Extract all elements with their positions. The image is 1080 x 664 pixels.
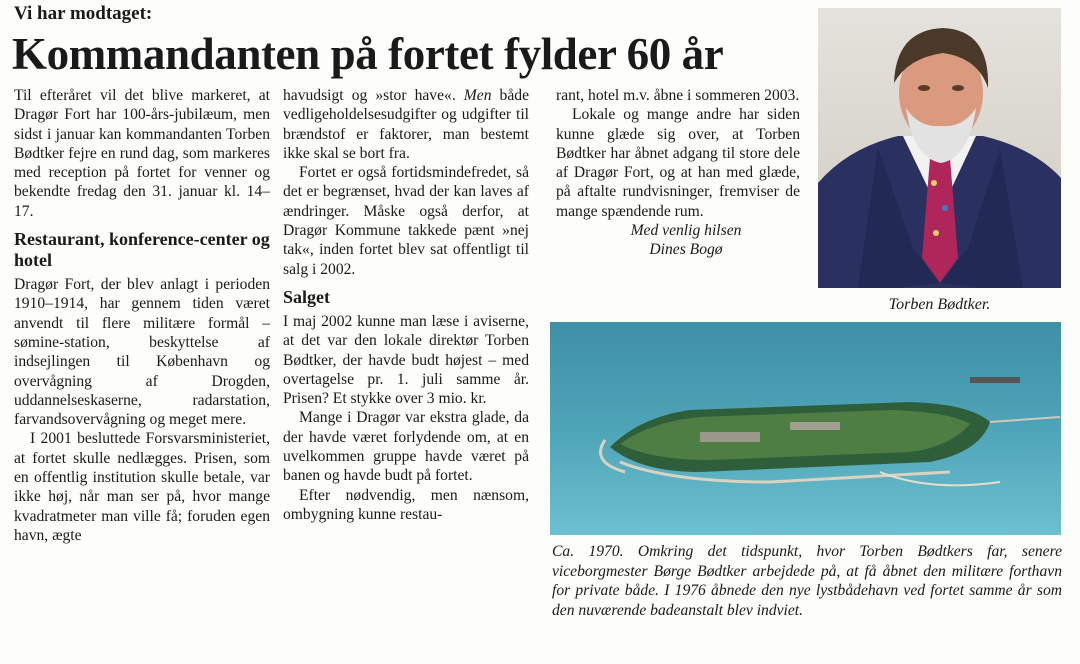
article-column-1: [14, 86, 270, 545]
paragraph-renovation: Efter nødvendig, men nænsom, ombygning kunne restau-: [283, 486, 529, 523]
emphasis-word: Men: [463, 87, 492, 104]
paragraph-access: Lokale og mange andre har siden kunne glæde sig over, at Torben Bødtker har åbnet adgang til store dele af Dragør Fort, og at han med glæde, på aftalte rundvisninger, fremviser de mange spændende rum.: [556, 106, 800, 220]
paragraph-decommission: I 2001 besluttede Forsvarsministeriet, at fortet skulle nedlægges. Prisen, som en offentlig institution skulle betale, var ikke høj, når man ser på, hvor mange kvadratmeter man ville få; foruden egen havn, ægte: [14, 430, 270, 544]
portrait-caption: Torben Bødtker.: [888, 296, 991, 313]
text-segment: havudsigt og »stor have«.: [283, 87, 464, 104]
text-segment: både vedligeholdelsesudgifter og udgifter til brændstof er faktorer, man bestemt ikke skal se bort fra.: [283, 87, 529, 162]
signature-name: Dines Bogø: [649, 241, 723, 259]
paragraph-history: Dragør Fort, der blev anlagt i perioden 1910–1914, har gennem tiden været anvendt til flere militære formål – sømine-station, beskyttelse af indsejlingen til København og overvågning af Drogden, uddannelseskaserne, radarstation, farvandsovervågning og meget mere.: [14, 276, 270, 429]
aerial-fort-illustration: [550, 322, 1061, 535]
aerial-photo: [550, 322, 1061, 535]
aerial-caption: Ca. 1970. Omkring det tidspunkt, hvor Torben Bødtkers far, senere viceborgmester Børge Bødtker arbejdede på, at få åbnet den militære forthavn for private både. I 1976 åbnede den nye lystbådehavn ved fortet samme år som den nuværende badeanstalt blev indviet.: [552, 543, 1062, 619]
paragraph-intro: Til efteråret vil det blive markeret, at Dragør Fort har 100-års-jubilæum, men sidst i januar kan kommandanten Torben Bødtker fejre en rund dag, som markeres med reception på fortet for venner og bekendte fredag den 31. januar kl. 14–17.: [14, 87, 270, 220]
paragraph-reaction: Mange i Dragør var ekstra glade, da der havde været forlydende om, at en uvelkommen gruppe havde været på banen og havde budt på fortet.: [283, 409, 529, 485]
article-column-3: [556, 86, 800, 260]
article-headline: Kommandanten på fortet fylder 60 år: [12, 29, 724, 79]
signature-greeting: Med venlig hilsen: [630, 222, 742, 240]
paragraph-protection: Fortet er også fortidsmindefredet, så det er begrænset, hvad der kan laves af ændringer. Måske også derfor, at Dragør Kommune takkede pænt »nej tak«, inden fortet blev sat offentligt til salg i 2002.: [283, 164, 529, 278]
portrait-illustration: [818, 8, 1061, 288]
portrait-photo: [818, 8, 1061, 288]
paragraph-sale: I maj 2002 kunne man læse i aviserne, at det var den lokale direktør Torben Bødtker, der havde budt højest – med overtagelse pr. 1. juli samme år. Prisen? Et stykke over 3 mio. kr.: [283, 312, 529, 408]
subheading-sale: Salget: [283, 286, 330, 307]
article-kicker: Vi har modtaget:: [14, 3, 153, 24]
paragraph-opening: rant, hotel m.v. åbne i sommeren 2003.: [556, 87, 800, 104]
subheading-restaurant: Restaurant, konference-center og hotel: [14, 229, 270, 271]
paragraph-maintenance: [283, 86, 529, 163]
article-column-2: [283, 86, 529, 524]
